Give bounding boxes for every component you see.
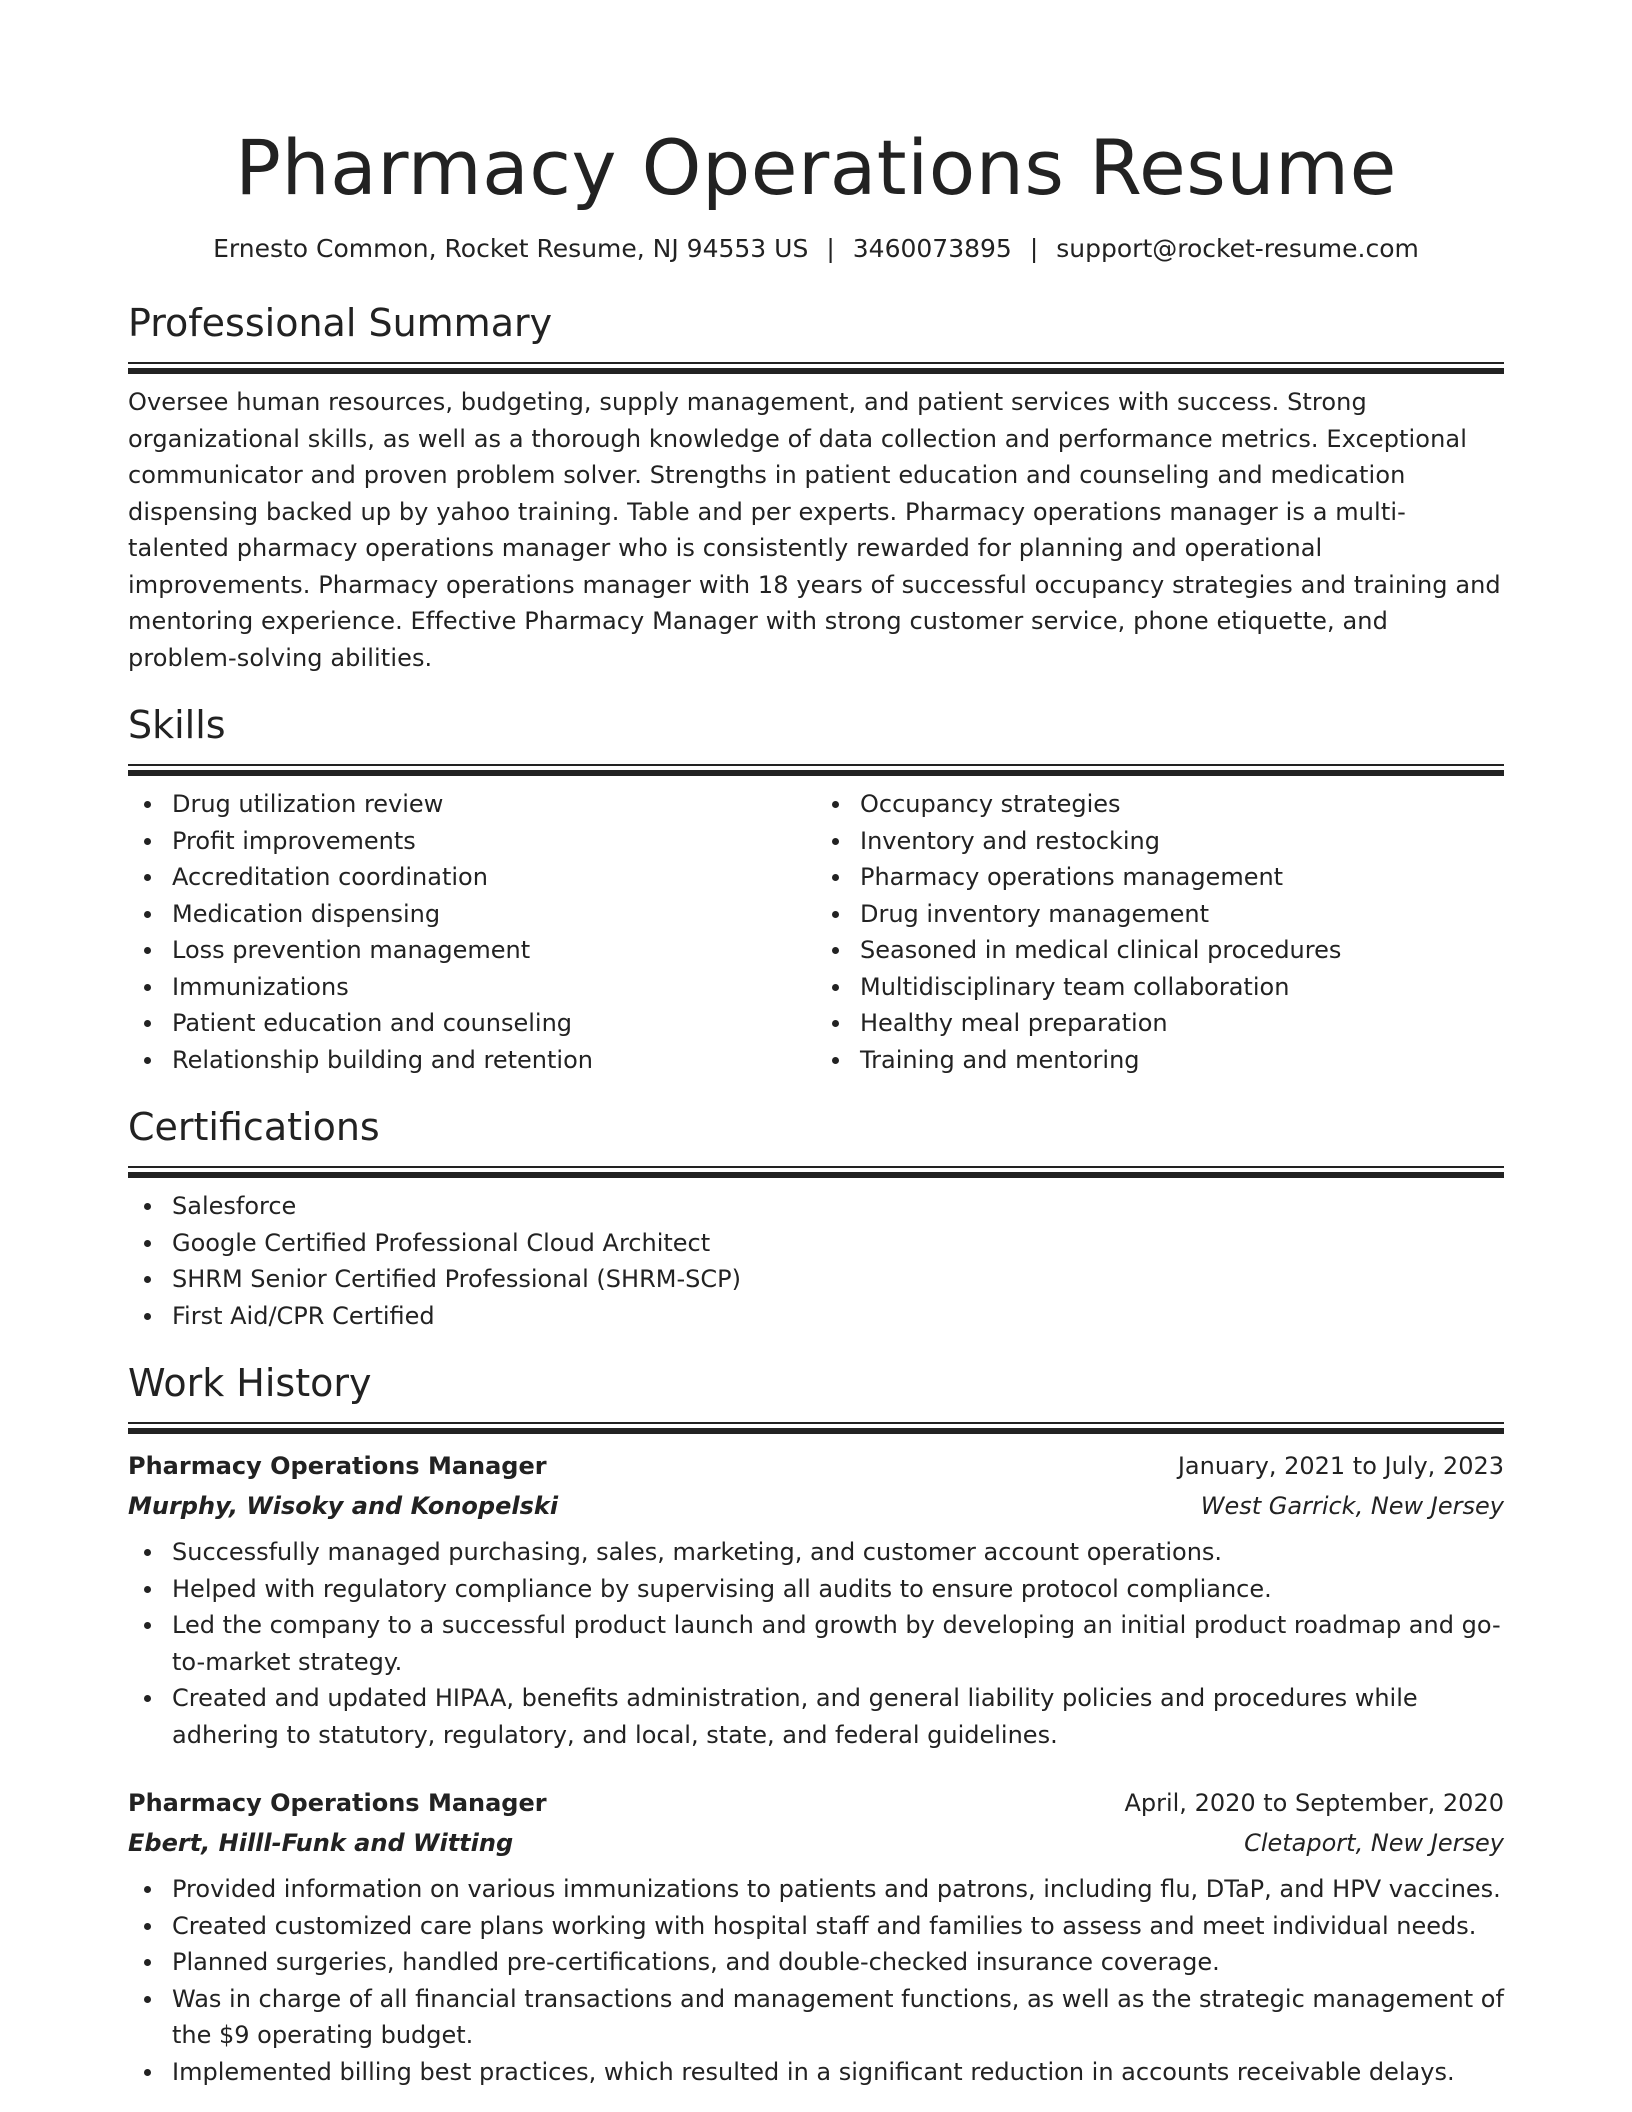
skills-list-right <box>816 786 1504 1078</box>
skills-grid <box>128 786 1504 1078</box>
skill-item: Profit improvements <box>128 823 816 860</box>
summary-heading: Professional Summary <box>128 301 553 345</box>
skills-section <box>128 702 1504 1078</box>
skill-item: Occupancy strategies <box>816 786 1504 823</box>
skill-item: Loss prevention management <box>128 932 816 969</box>
section-divider <box>128 764 1504 776</box>
job-bullet: Created customized care plans working with hospital staff and families to assess and meet individual needs. <box>128 1908 1504 1945</box>
job-bullet: Led the company to a successful product launch and growth by developing an initial product roadmap and go-to-market strategy. <box>128 1607 1504 1680</box>
skill-item: Inventory and restocking <box>816 823 1504 860</box>
contact-phone: 3460073895 <box>852 234 1012 263</box>
skill-item: Seasoned in medical clinical procedures <box>816 932 1504 969</box>
job-company: Ebert, Hilll-Funk and Witting <box>128 1829 514 1857</box>
certification-item: Salesforce <box>128 1188 1504 1225</box>
contact-separator: | <box>1029 234 1039 263</box>
certifications-section <box>128 1104 1504 1334</box>
job-company: Murphy, Wisoky and Konopelski <box>128 1492 559 1520</box>
certification-item: SHRM Senior Certified Professional (SHRM-SCP) <box>128 1261 1504 1298</box>
certification-item: First Aid/CPR Certified <box>128 1298 1504 1335</box>
job-bullets <box>128 1534 1504 1753</box>
summary-text: Oversee human resources, budgeting, supply management, and patient services with success. Strong organizational skills, as well as a thorough knowledge of data collection and performance metrics. Exceptional communicator and proven problem solver. Strengths in patient education and counseling and medication dispensing backed up by yahoo training. Table and per experts. Pharmacy operations manager is a multi-talented pharmacy operations manager who is consistently rewarded for planning and operational improvements. Pharmacy operations manager with 18 years of successful occupancy strategies and training and mentoring experience. Effective Pharmacy Manager with strong customer service, phone etiquette, and problem-solving abilities. <box>128 388 1501 672</box>
skill-item: Healthy meal preparation <box>816 1005 1504 1042</box>
job-bullet: Implemented billing best practices, which resulted in a significant reduction in accounts receivable delays. <box>128 2054 1504 2091</box>
job-entry <box>128 1783 1504 2090</box>
section-divider <box>128 362 1504 374</box>
job-header-row <box>128 1783 1504 1823</box>
work-history-heading: Work History <box>128 1361 372 1405</box>
job-dates: January, 2021 to July, 2023 <box>1177 1452 1504 1480</box>
job-bullet: Provided information on various immunizations to patients and patrons, including flu, DTaP, and HPV vaccines. <box>128 1871 1504 1908</box>
contact-name-address: Ernesto Common, Rocket Resume, NJ 94553 US <box>213 234 809 263</box>
job-bullet: Successfully managed purchasing, sales, marketing, and customer account operations. <box>128 1534 1504 1571</box>
skills-heading: Skills <box>128 703 226 747</box>
contact-email: support@rocket-resume.com <box>1056 234 1419 263</box>
skill-item: Drug inventory management <box>816 896 1504 933</box>
job-bullet: Planned surgeries, handled pre-certifications, and double-checked insurance coverage. <box>128 1944 1504 1981</box>
job-company-row <box>128 1823 1504 1863</box>
section-divider <box>128 1422 1504 1434</box>
job-bullet: Created and updated HIPAA, benefits administration, and general liability policies and procedures while adhering to statutory, regulatory, and local, state, and federal guidelines. <box>128 1680 1504 1753</box>
section-divider <box>128 1166 1504 1178</box>
certification-item: Google Certified Professional Cloud Architect <box>128 1225 1504 1262</box>
work-history-section <box>128 1360 1504 2090</box>
skills-list-left <box>128 786 816 1078</box>
skill-item: Multidisciplinary team collaboration <box>816 969 1504 1006</box>
skill-item: Patient education and counseling <box>128 1005 816 1042</box>
job-bullet: Helped with regulatory compliance by supervising all audits to ensure protocol compliance. <box>128 1571 1504 1608</box>
job-header-row <box>128 1446 1504 1486</box>
skill-item: Relationship building and retention <box>128 1042 816 1079</box>
job-company-row <box>128 1486 1504 1526</box>
certifications-heading: Certifications <box>128 1105 380 1149</box>
skill-item: Immunizations <box>128 969 816 1006</box>
skill-item: Medication dispensing <box>128 896 816 933</box>
job-location: Cletaport, New Jersey <box>1244 1829 1504 1857</box>
job-entry <box>128 1446 1504 1753</box>
skill-item: Training and mentoring <box>816 1042 1504 1079</box>
skill-item: Pharmacy operations management <box>816 859 1504 896</box>
job-bullet: Was in charge of all financial transactions and management functions, as well as the strategic management of the $9 operating budget. <box>128 1981 1504 2054</box>
resume-title: Pharmacy Operations Resume <box>235 123 1397 212</box>
job-title: Pharmacy Operations Manager <box>128 1789 547 1817</box>
job-dates: April, 2020 to September, 2020 <box>1124 1789 1504 1817</box>
skill-item: Accreditation coordination <box>128 859 816 896</box>
certifications-list <box>128 1188 1504 1334</box>
contact-line <box>128 232 1504 266</box>
skill-item: Drug utilization review <box>128 786 816 823</box>
job-title: Pharmacy Operations Manager <box>128 1452 547 1480</box>
job-location: West Garrick, New Jersey <box>1200 1492 1504 1520</box>
job-bullets <box>128 1871 1504 2090</box>
contact-separator: | <box>826 234 835 263</box>
summary-section <box>128 300 1504 676</box>
